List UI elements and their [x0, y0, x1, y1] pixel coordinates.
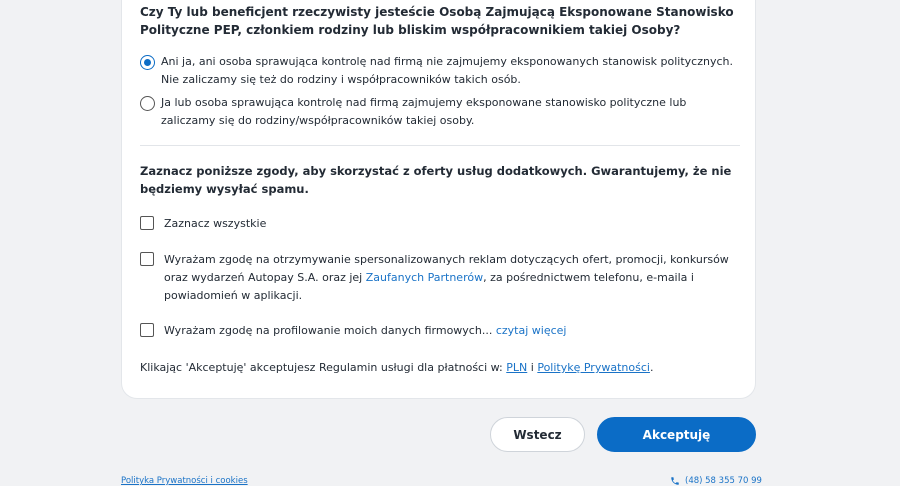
radio-selected[interactable] — [140, 55, 155, 70]
profiling-checkbox[interactable] — [140, 323, 154, 337]
terms-before: Klikając 'Akceptuję' akceptujesz Regulamin usługi dla płatności w: — [140, 361, 507, 374]
terms-middle: i — [527, 361, 538, 374]
terms-text — [140, 359, 740, 377]
consent-profiling[interactable] — [140, 322, 740, 340]
pep-option-none[interactable] — [140, 53, 740, 88]
profiling-text: Wyrażam zgodę na profilowanie moich danych firmowych... — [164, 324, 496, 337]
consent-marketing[interactable] — [140, 251, 740, 305]
pln-terms-link[interactable]: PLN — [506, 361, 528, 374]
pep-option-yes[interactable] — [140, 94, 740, 129]
privacy-policy-link[interactable]: Politykę Prywatności — [537, 361, 650, 374]
consents-title: Zaznacz poniższe zgody, aby skorzystać z oferty usług dodatkowych. Gwarantujemy, że nie będziemy wysyłać spamu. — [140, 164, 732, 196]
select-all-label: Zaznacz wszystkie — [164, 217, 267, 230]
terms-after: . — [649, 361, 654, 374]
pep-option-none-label: Ani ja, ani osoba sprawująca kontrolę nad firmą nie zajmujemy eksponowanych stanowisk politycznych. Nie zaliczamy się też do rodziny i współpracowników takich osób. — [161, 55, 733, 86]
divider — [140, 145, 740, 146]
trusted-partners-link[interactable]: Zaufanych Partnerów — [365, 271, 484, 284]
consent-select-all[interactable] — [140, 215, 740, 233]
profiling-label — [164, 322, 740, 340]
marketing-text-after: , za pośrednictwem telefonu, e-maila i powiadomień w aplikacji. — [164, 271, 694, 302]
marketing-text-before: Wyrażam zgodę na otrzymywanie spersonalizowanych reklam dotyczących ofert, promocji, konkursów oraz wydarzeń Autopay S.A. oraz jej — [164, 253, 729, 284]
back-button[interactable]: Wstecz — [490, 417, 585, 452]
read-more-link[interactable]: czytaj więcej — [495, 324, 567, 337]
pep-option-yes-label: Ja lub osoba sprawująca kontrolę nad firmą zajmujemy eksponowane stanowisko polityczne lub zaliczamy się do rodziny/współpracowników takiej osoby. — [161, 96, 687, 127]
select-all-checkbox[interactable] — [140, 216, 154, 230]
marketing-checkbox[interactable] — [140, 252, 154, 266]
radio-unselected[interactable] — [140, 96, 155, 111]
accept-button[interactable]: Akceptuję — [597, 417, 756, 452]
pep-question: Czy Ty lub beneficjent rzeczywisty jesteście Osobą Zajmującą Eksponowane Stanowisko Polityczne PEP, członkiem rodziny lub bliskim współpracownikiem takiej Osoby? — [140, 5, 734, 37]
marketing-label — [164, 251, 740, 305]
footer-privacy-link[interactable]: Polityka Prywatności i cookies — [121, 476, 248, 486]
phone-number: (48) 58 355 70 99 — [685, 476, 762, 486]
form-card — [121, 0, 756, 399]
